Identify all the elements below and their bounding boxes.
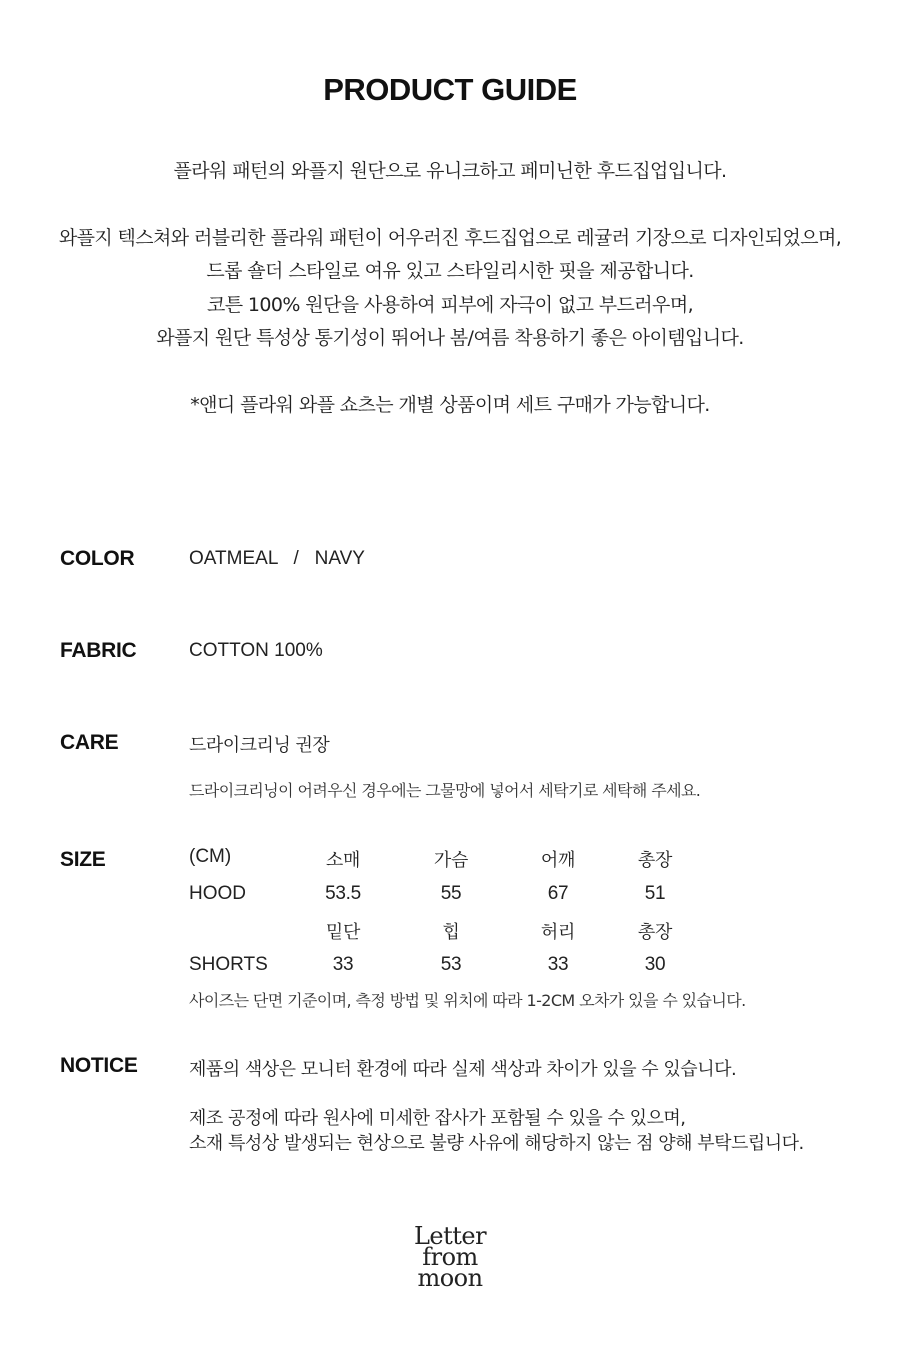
intro-line-2: 와플지 텍스쳐와 러블리한 플라워 패턴이 어우러진 후드집업으로 레귤러 기장으로 디자인되었으며, <box>58 227 842 249</box>
size-shorts-label: SHORTS <box>189 954 268 975</box>
intro-line-4: 코튼 100% 원단을 사용하여 피부에 자극이 없고 부드러우며, <box>206 294 694 316</box>
care-value: 드라이크리닝 권장 <box>189 735 330 756</box>
intro-line-3: 드롭 숄더 스타일로 여유 있고 스타일리시한 핏을 제공합니다. <box>206 260 694 282</box>
size-hood-header-4: 총장 <box>637 850 673 871</box>
color-label: COLOR <box>60 547 135 570</box>
size-shorts-value-4: 30 <box>644 954 666 975</box>
size-unit: (CM) <box>189 846 232 867</box>
logo-line-3: moon <box>417 1264 483 1292</box>
fabric-value: COTTON 100% <box>189 640 323 661</box>
intro-line-5: 와플지 원단 특성상 통기성이 뛰어나 봄/여름 착용하기 좋은 아이템입니다. <box>156 327 744 349</box>
size-shorts-value-1: 33 <box>332 954 354 975</box>
notice-label: NOTICE <box>60 1054 138 1077</box>
size-hood-value-2: 55 <box>440 883 462 904</box>
size-hood-header-2: 가슴 <box>433 850 469 871</box>
fabric-label: FABRIC <box>60 639 137 662</box>
logo-line-1: Letter <box>413 1222 487 1250</box>
size-shorts-header-1: 밑단 <box>325 922 361 943</box>
notice-line-3: 소재 특성상 발생되는 현상으로 불량 사유에 해당하지 않는 점 양해 부탁드립니다. <box>189 1133 804 1154</box>
logo-line-2: from <box>422 1243 478 1271</box>
size-hood-value-1: 53.5 <box>325 883 361 904</box>
brand-logo <box>0 1222 900 1292</box>
color-value: OATMEAL / NAVY <box>189 548 365 569</box>
size-shorts-value-2: 53 <box>440 954 462 975</box>
size-hood-value-3: 67 <box>547 883 569 904</box>
size-shorts-value-3: 33 <box>547 954 569 975</box>
size-hood-header-3: 어깨 <box>540 850 576 871</box>
size-hood-header-1: 소매 <box>325 850 361 871</box>
care-note: 드라이크리닝이 어려우신 경우에는 그물망에 넣어서 세탁기로 세탁해 주세요. <box>189 781 701 800</box>
intro-line-6: *앤디 플라워 와플 쇼츠는 개별 상품이며 세트 구매가 가능합니다. <box>190 394 710 416</box>
size-shorts-header-2: 힙 <box>442 922 460 943</box>
intro-line-1: 플라워 패턴의 와플지 원단으로 유니크하고 페미닌한 후드집업입니다. <box>173 160 727 182</box>
size-shorts-header-4: 총장 <box>637 922 673 943</box>
size-hood-label: HOOD <box>189 883 246 904</box>
size-hood-value-4: 51 <box>644 883 666 904</box>
care-label: CARE <box>60 731 119 754</box>
size-note: 사이즈는 단면 기준이며, 측정 방법 및 위치에 따라 1-2CM 오차가 있을 수 있습니다. <box>189 991 746 1010</box>
notice-line-1: 제품의 색상은 모니터 환경에 따라 실제 색상과 차이가 있을 수 있습니다. <box>189 1059 737 1080</box>
page-title: PRODUCT GUIDE <box>323 72 577 107</box>
size-shorts-header-3: 허리 <box>540 922 576 943</box>
size-label: SIZE <box>60 848 106 871</box>
notice-line-2: 제조 공정에 따라 원사에 미세한 잡사가 포함될 수 있을 수 있으며, <box>189 1108 686 1129</box>
